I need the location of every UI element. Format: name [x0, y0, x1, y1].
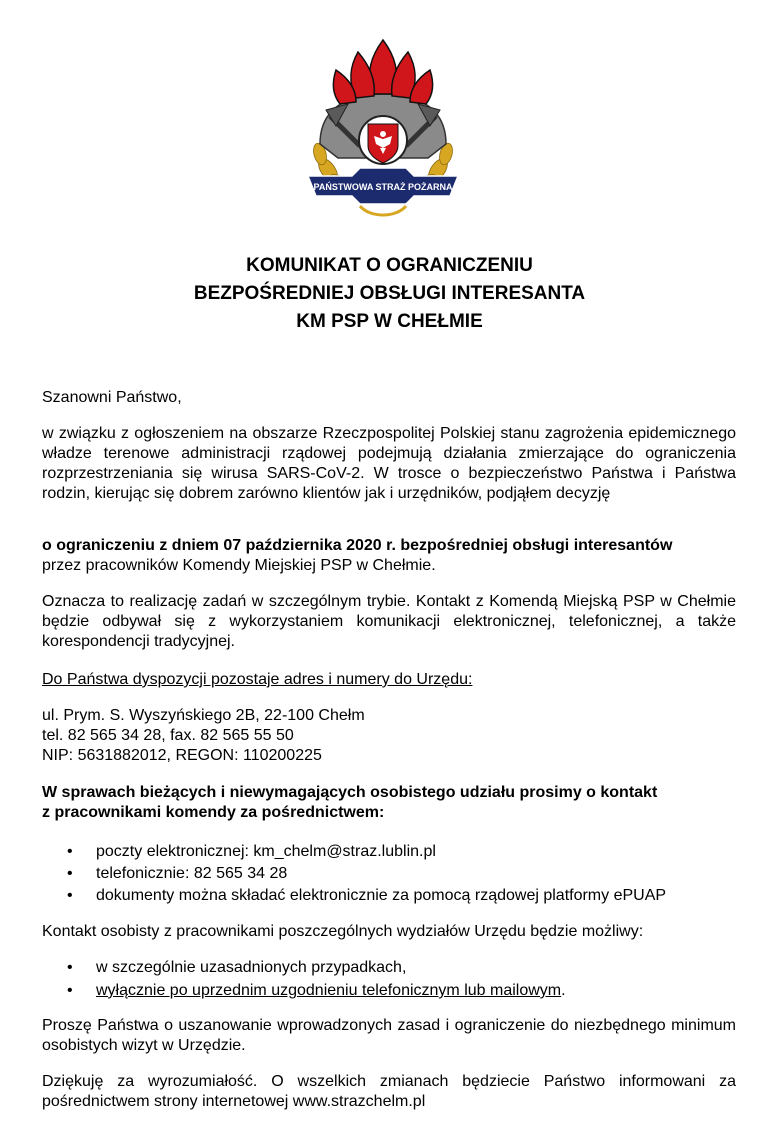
psp-emblem-logo	[300, 36, 466, 226]
address-nip: NIP: 5631882012, REGON: 110200225	[42, 747, 322, 764]
bullet-icon: •	[67, 843, 73, 860]
bullet-icon: •	[67, 865, 73, 882]
bullet-icon: •	[67, 982, 73, 999]
list-item-epuap-text: dokumenty można składać elektronicznie za pomocą rządowej platformy ePUAP	[96, 887, 667, 904]
address-heading: Do Państwa dyspozycji pozostaje adres i numery do Urzędu:	[42, 671, 473, 688]
personal-contact-heading: Kontakt osobisty z pracownikami poszczególnych wydziałów Urzędu będzie możliwy:	[42, 923, 644, 940]
paragraph-mode: Oznacza to realizację zadań w szczególnym trybie. Kontakt z Komendą Miejską PSP w Chełmie będzie odbywał się z wykorzystaniem komunikacji elektronicznej, telefonicznej, a także korespondencji tradycyjnej.	[42, 593, 736, 650]
contact-heading-line-2: z pracownikami komendy za pośrednictwem:	[42, 804, 385, 821]
banner-text: PAŃSTWOWA STRAŻ POŻARNA	[313, 182, 453, 192]
paragraph-request: Proszę Państwa o uszanowanie wprowadzonych zasad i ograniczenie do niezbędnego minimum osobistych wizyt w Urzędzie.	[42, 1017, 736, 1054]
paragraph-announcement-text: w związku z ogłoszeniem na obszarze Rzeczpospolitej Polskiej stanu zagrożenia epidemicznego władze terenowe administracji rządowej podejmują działania zmierzające do ograniczenia rozprzestrzeniania się wirusa SARS-CoV-2. W trosce o bezpieczeństwo Państwa i Państwa rodzin, kierując się dobrem zarówno klientów jak i urzędników, podjąłem decyzję	[42, 425, 736, 502]
salutation: Szanowni Państwo,	[42, 389, 182, 406]
bullet-icon: •	[67, 959, 73, 976]
list-item-email-text: poczty elektronicznej: km_chelm@straz.lublin.pl	[96, 843, 436, 860]
paragraph-announcement-bold: o ograniczeniu z dniem 07 października 2020 r. bezpośredniej obsługi interesantów	[42, 537, 673, 554]
contact-heading-line-1: W sprawach bieżących i niewymagających osobistego udziału prosimy o kontakt	[42, 784, 658, 801]
list-item-prior-arrangement-text: wyłącznie po uprzednim uzgodnieniu telefonicznym lub mailowym	[96, 982, 562, 999]
bullet-icon: •	[67, 887, 73, 904]
title-line-2: BEZPOŚREDNIEJ OBSŁUGI INTERESANTA	[193, 283, 586, 304]
list-item-justified-cases-text: w szczególnie uzasadnionych przypadkach,	[96, 959, 407, 976]
title-line-1: KOMUNIKAT O OGRANICZENIU	[246, 255, 533, 276]
address-street: ul. Prym. S. Wyszyńskiego 2B, 22-100 Chełm	[42, 707, 365, 724]
address-phone: tel. 82 565 34 28, fax. 82 565 55 50	[42, 727, 294, 744]
paragraph-thanks: Dziękuję za wyrozumiałość. O wszelkich zmianach będziecie Państwo informowani za pośrednictwem strony internetowej www.strazchelm.pl	[42, 1073, 736, 1110]
list-item-phone-text: telefonicznie: 82 565 34 28	[96, 865, 288, 882]
title-line-3: KM PSP W CHEŁMIE	[296, 311, 483, 332]
paragraph-announcement	[42, 424, 736, 504]
flame-shape	[333, 40, 432, 104]
paragraph-announcement-end: przez pracowników Komendy Miejskiej PSP w Chełmie.	[42, 557, 436, 574]
list-item-prior-arrangement-period: .	[561, 982, 566, 999]
